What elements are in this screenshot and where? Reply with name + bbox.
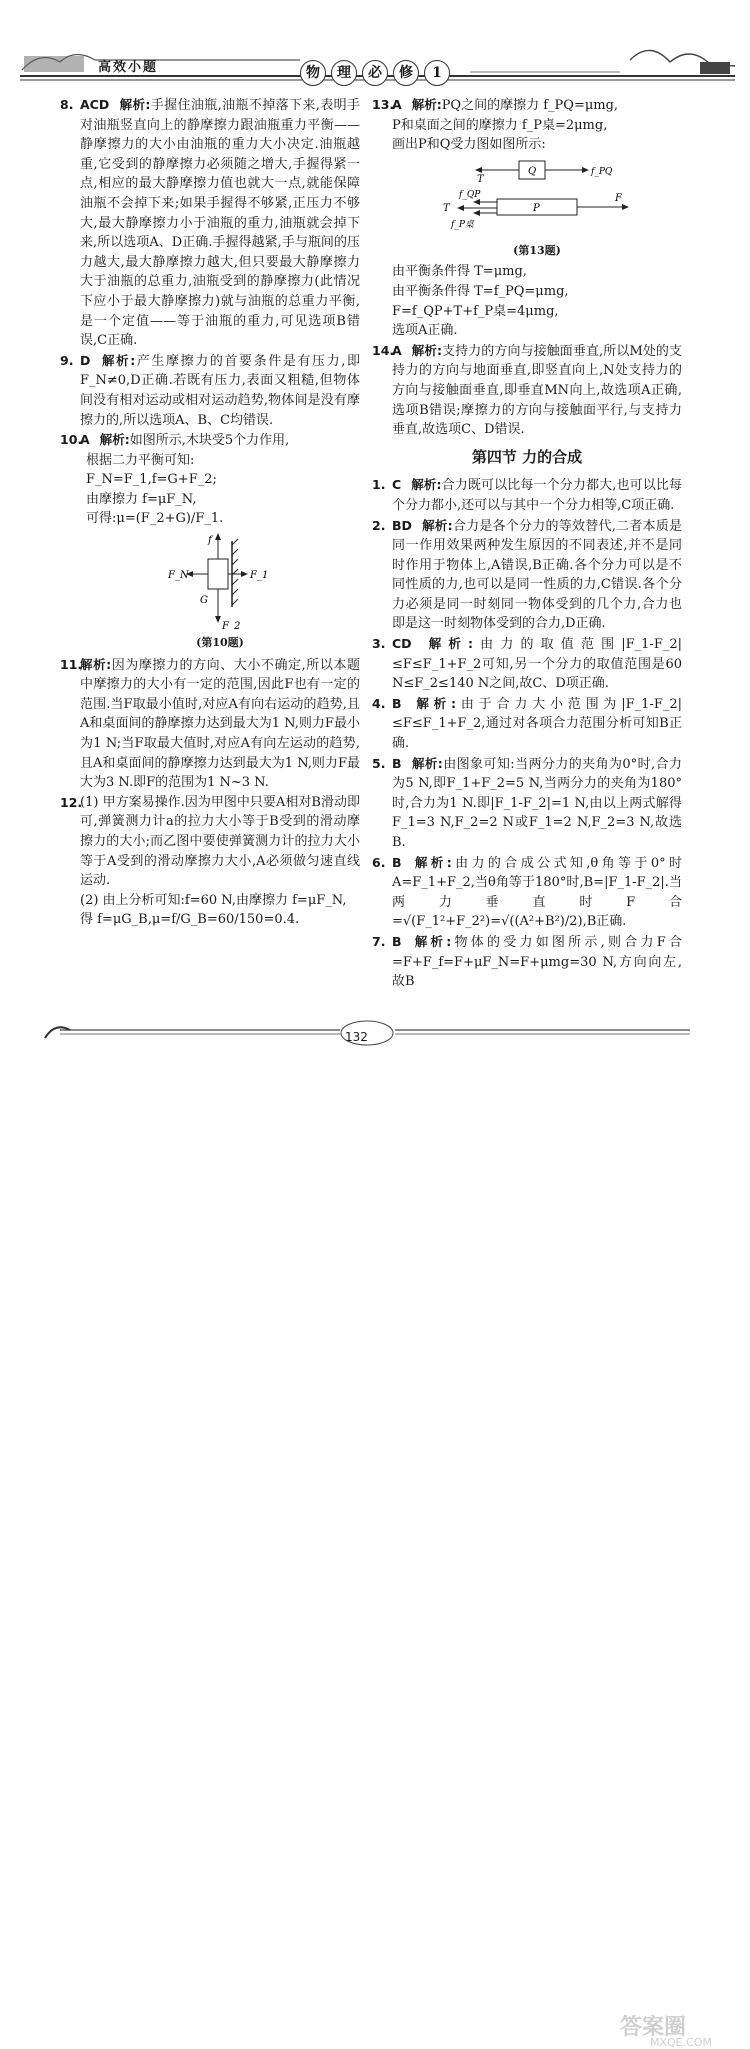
analysis-text: 由平衡条件得 T=μmg,	[392, 264, 527, 280]
answer-s2	[372, 516, 682, 635]
answer-9	[60, 351, 360, 430]
question-number: 14.	[372, 342, 395, 358]
label-p: P	[533, 202, 540, 214]
answer-s5	[372, 754, 682, 853]
force-diagram-q10	[150, 531, 290, 631]
analysis-text: 选项A正确.	[392, 323, 458, 339]
footer-decoration	[0, 1000, 750, 1053]
analysis-label: 解析:	[99, 432, 130, 448]
analysis-label: 解析:	[100, 352, 136, 368]
answer-choice: B	[392, 755, 402, 771]
answer-s1	[372, 475, 682, 515]
analysis-text: F=f_QP+T+f_P桌=4μmg,	[392, 303, 559, 319]
series-title: 高效小题	[98, 60, 159, 75]
answer-choice: B	[392, 695, 402, 711]
analysis-text: 因为摩擦力的方向、大小不确定,所以本题中摩擦力的大小有一定的范围,因此F也有一定的范围.当F取最小值时,对应A有向右运动的趋势,且A和桌面间的静摩擦力达到最大为1 N,则力F最小为1 N;当F取最大值时,对应A有向左运动的趋势,且A和桌面间的静摩擦力达到最大为1 N,则力F最大为3 N.即F的范围为1 N~3 N.	[80, 657, 361, 791]
page-header	[0, 0, 750, 88]
analysis-label: 解析:	[80, 656, 112, 672]
book-title	[300, 60, 450, 86]
book-title-char: 1	[424, 60, 450, 86]
answer-choice: A	[392, 97, 402, 112]
analysis-text: 物体的受力如图所示,则合力F合=F+F_f=F+μF_N=F+μmg=30 N,方向向左,故B	[392, 934, 682, 990]
question-number: 1.	[372, 477, 386, 493]
answer-10	[60, 430, 360, 653]
analysis-text: 支持力的方向与接触面垂直,所以M处的支持力的方向与地面垂直,即竖直向上,N处支持力的方向与接触面垂直,即垂直MN向上,故选项A正确,选项B错误;摩擦力的方向与接触面平行,与支持力垂直,故选项C、D错误.	[392, 343, 683, 438]
label-f: f	[208, 535, 212, 547]
analysis-text: 手握住油瓶,油瓶不掉落下来,表明手对油瓶竖直向上的静摩擦力跟油瓶重力平衡——静摩擦力的大小由油瓶的重力大小决定.油瓶越重,它受到的静摩擦力必须随之增大,手握得紧一点,相应的最大静摩擦力值也就大一点,就能保障油瓶不会掉下来;如果手握得不够紧,正压力不够大,最大静摩擦力小于油瓶的重力,油瓶就会掉下来,所以选项A、D正确.手握得越紧,手与瓶间的压力越大,最大静摩擦力越大,但只要最大静摩擦力大于油瓶的总重力,油瓶受到的静摩擦力(此情况下应小于最大静摩擦力)就与油瓶的总重力平衡,是一个定值——等于油瓶的重力,可见选项B错误,C正确.	[80, 98, 360, 349]
analysis-text: 由平衡条件得 T=f_PQ=μmg,	[392, 283, 569, 299]
question-number: 6.	[372, 854, 386, 870]
watermark-url: MXQE.COM	[650, 2036, 712, 2049]
analysis-label: 解析:	[411, 477, 442, 493]
analysis-label: 解析:	[421, 636, 474, 652]
analysis-text: (1) 甲方案易操作.因为甲图中只要A相对B滑动即可,弹簧测力计a的拉力大小等于B受到的滑动摩擦力的大小;而乙图中要使弹簧测力计的拉力大小等于A受到的滑动摩擦力大小,A必须做匀速直线运动.	[80, 794, 360, 889]
answer-choice: D	[80, 352, 91, 368]
analysis-text: 得 f=μG_B,μ=f/G_B=60/150=0.4.	[80, 912, 300, 928]
analysis-label: 解析:	[119, 97, 151, 112]
label-f2: F_2	[222, 621, 241, 632]
analysis-label: 解析:	[421, 517, 453, 533]
equation-line: F_N=F_1,f=G+F_2;	[86, 472, 217, 488]
label-q: Q	[528, 165, 537, 177]
right-column	[372, 95, 682, 992]
figure-caption: (第13题)	[513, 243, 561, 257]
question-number: 7.	[372, 933, 386, 949]
question-number: 8.	[60, 97, 74, 112]
book-title-char: 修	[393, 60, 419, 86]
book-title-char: 物	[300, 60, 326, 86]
label-t2: T	[443, 202, 450, 214]
answer-choice: A	[392, 342, 402, 358]
question-number: 13.	[372, 97, 395, 112]
label-g: G	[200, 595, 208, 607]
analysis-text: 产生摩擦力的首要条件是有压力,即F_N≠0,D正确.若既有压力,表面又粗糙,但物体间没有相对运动或相对运动趋势,物体间是没有摩擦力的,所以选项A、B、C均错误.	[80, 353, 360, 428]
equation-line: 由摩擦力 f=μF_N,	[86, 491, 197, 507]
analysis-text: 由图象可知:当两分力的夹角为0°时,合力为5 N,即F_1+F_2=5 N,当两分力的夹角为180°时,合力为1 N.即|F_1-F_2|=1 N,由以上两式解得F_1=3 N,F_2=2 N或F_1=2 N,F_2=3 N,故选B.	[392, 756, 682, 850]
label-fp-table: f_P桌	[451, 219, 474, 230]
answer-choice: A	[80, 432, 90, 448]
analysis-text: 合力既可以比每一个分力都大,也可以比每个分力都小,还可以与其中一个分力相等,C项正确.	[392, 478, 683, 513]
answer-14	[372, 341, 682, 440]
analysis-text: (2) 由上分析可知:f=60 N,由摩擦力 f=μF_N,	[80, 892, 347, 908]
force-diagram-q13	[437, 157, 637, 239]
answer-s7	[372, 932, 682, 992]
analysis-label: 解析:	[411, 342, 442, 358]
label-fqp: f_QP	[459, 189, 481, 200]
watermark-logo: 答案圈	[620, 2015, 687, 2040]
book-title-char: 必	[362, 60, 388, 86]
figure-caption: (第10题)	[196, 636, 244, 650]
question-number: 12.	[60, 794, 83, 810]
question-number: 2.	[372, 517, 386, 533]
question-number: 5.	[372, 755, 386, 771]
left-column	[60, 95, 360, 930]
label-fpq: f_PQ	[591, 166, 613, 177]
analysis-text: PQ之间的摩擦力 f_PQ=μmg,	[441, 98, 619, 113]
question-number: 3.	[372, 636, 386, 652]
answer-s3	[372, 634, 682, 694]
question-number: 4.	[372, 695, 386, 711]
label-fn: F_N	[168, 570, 189, 582]
answer-choice: B	[392, 933, 402, 949]
equation-line: 根据二力平衡可知:	[86, 452, 195, 468]
analysis-label: 解析:	[411, 854, 452, 870]
question-number: 11.	[60, 656, 83, 672]
book-title-char: 理	[331, 60, 357, 86]
analysis-text: 由于合力大小范围为|F_1-F_2|≤F≤F_1+F_2,通过对各项合力范围分析可知B正确.	[392, 696, 682, 752]
page-number: 132	[345, 1030, 368, 1044]
analysis-text: 画出P和Q受力图如图所示:	[392, 137, 546, 153]
analysis-text: 由力的取值范围|F_1-F_2|≤F≤F_1+F_2可知,另一个分力的取值范围是60 N≤F_2≤140 N之间,故C、D项正确.	[392, 637, 682, 692]
analysis-text: P和桌面之间的摩擦力 f_P桌=2μmg,	[392, 117, 608, 133]
equation-line: 可得:μ=(F_2+G)/F_1.	[86, 511, 224, 527]
analysis-label: 解析:	[411, 695, 457, 711]
question-number: 10.	[60, 432, 83, 448]
section-title: 第四节 力的合成	[471, 447, 583, 466]
answer-choice: B	[392, 854, 402, 870]
answer-choice: ACD	[80, 97, 110, 112]
analysis-label: 解析:	[411, 97, 442, 112]
question-number: 9.	[60, 352, 74, 368]
analysis-label: 解析:	[411, 755, 443, 771]
answer-choice: CD	[392, 636, 412, 652]
analysis-text: 合力是各个分力的等效替代,二者本质是同一作用效果两种发生原因的不同表述,并不是同时作用于物体上,A错误,B正确.各个分力可以是不同性质的力,也可以是同一性质的力,C错误.各个分力必须是同一时刻同一物体受到的几个力,合力也即是这一时刻物体受到的合力,D正确.	[392, 518, 683, 632]
label-t: T	[477, 173, 484, 185]
answer-13	[372, 95, 682, 341]
answer-s4	[372, 694, 682, 754]
answer-s6	[372, 853, 682, 932]
answer-8	[60, 95, 360, 351]
analysis-text: 如图所示,木块受5个力作用,	[129, 433, 290, 449]
label-F: F	[615, 192, 622, 204]
page-footer	[0, 1000, 750, 2049]
analysis-text: 由力的合成公式知,θ角等于0°时A=F_1+F_2,当θ角等于180°时,B=|F_1-F_2|.当两力垂直时F合=√(F_1²+F_2²)=√((A²+B²)/2),B正确.	[392, 855, 682, 930]
answer-choice: BD	[392, 517, 412, 533]
analysis-label: 解析:	[411, 933, 452, 949]
answer-choice: C	[392, 477, 402, 493]
label-f1: F_1	[250, 570, 269, 582]
answer-12	[60, 793, 360, 930]
answer-11	[60, 655, 360, 793]
